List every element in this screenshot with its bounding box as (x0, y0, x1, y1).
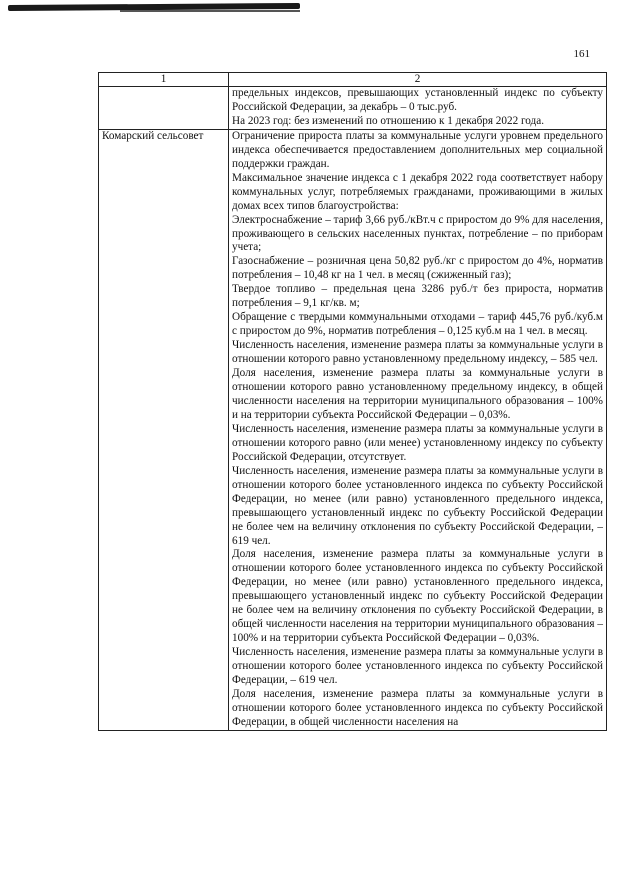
paragraph: Доля населения, изменение размера платы за коммунальные услуги в отношении которого более установленного индекса по субъекту Российской Федерации, но менее (или равно) установленного предельного индекса, превышающего установленный индекс по субъекту Российской Федерации не более чем на величину отклонения по субъекту Российской Федерации, в общей численности населения на территории муниципального образования – 100% и на территории субъекта Российской Федерации – 0,03%. (232, 548, 603, 645)
paragraph: Обращение с твердыми коммунальными отходами – тариф 445,76 руб./куб.м с приростом до 9%, норматив потребления – 0,125 куб.м на 1 чел. в месяц. (232, 311, 603, 338)
municipality-name: Комарский сельсовет (99, 129, 229, 730)
column-header-2: 2 (229, 73, 607, 87)
paragraph: Твердое топливо – предельная цена 3286 руб./т без прироста, норматив потребления – 9,1 кг/кв. м; (232, 283, 603, 310)
continued-line: предельных индексов, превышающих установленный индекс по субъекту Российской Федерации, за декабрь – 0 тыс.руб. (232, 87, 603, 113)
empty-name-cell (99, 87, 229, 130)
municipality-content-cell (229, 129, 607, 730)
table-row-continued (99, 87, 607, 130)
paragraph: Численность населения, изменение размера платы за коммунальные услуги в отношении которого равно установленному предельному индексу, – 585 чел. (232, 339, 603, 366)
page-number: 161 (573, 48, 590, 60)
paragraph: Численность населения, изменение размера платы за коммунальные услуги в отношении которого равно (или менее) установленному индексу по субъекту Российской Федерации, отсутствует. (232, 422, 603, 463)
paragraph: Доля населения, изменение размера платы за коммунальные услуги в отношении которого равно установленному предельному индексу, в общей численности населения на территории муниципального образования – 100% и на территории субъекта Российской Федерации – 0,03%. (232, 367, 603, 421)
paragraph: Численность населения, изменение размера платы за коммунальные услуги в отношении которого более установленного индекса по субъекту Российской Федерации, – 619 чел. (232, 646, 603, 687)
table-row-komarsky (99, 129, 607, 730)
paragraph: Электроснабжение – тариф 3,66 руб./кВт.ч с приростом до 9% для населения, проживающего в сельских населенных пунктах, потребление – по приборам учета; (232, 213, 603, 254)
paragraph: Численность населения, изменение размера платы за коммунальные услуги в отношении которого более установленного индекса по субъекту Российской Федерации, но менее (или равно) установленного предельного индекса, превышающего установленный индекс по субъекту Российской Федерации не более чем на величину отклонения по субъекту Российской Федерации, – 619 чел. (232, 464, 603, 547)
document-table (98, 72, 607, 731)
paragraph: Ограничение прироста платы за коммунальные услуги уровнем предельного индекса обеспечивается предоставлением дополнительных мер социальной поддержки граждан. (232, 129, 603, 170)
paragraph: Доля населения, изменение размера платы за коммунальные услуги в отношении которого более установленного индекса по субъекту Российской Федерации, в общей численности населения на (232, 687, 603, 728)
table-header-row (99, 73, 607, 87)
column-header-1: 1 (99, 73, 229, 87)
continued-content-cell (229, 87, 607, 130)
scan-artifact-line (120, 10, 300, 12)
paragraph: Максимальное значение индекса с 1 декабря 2022 года соответствует набору коммунальных услуг, потребляемых гражданами, проживающими в жилых домах всех типов благоустройства: (232, 171, 603, 212)
continued-line: На 2023 год: без изменений по отношению к 1 декабря 2022 года. (232, 114, 545, 127)
paragraph: Газоснабжение – розничная цена 50,82 руб./кг с приростом до 4%, норматив потребления – 10,48 кг на 1 чел. в месяц (сжиженный газ); (232, 255, 603, 282)
